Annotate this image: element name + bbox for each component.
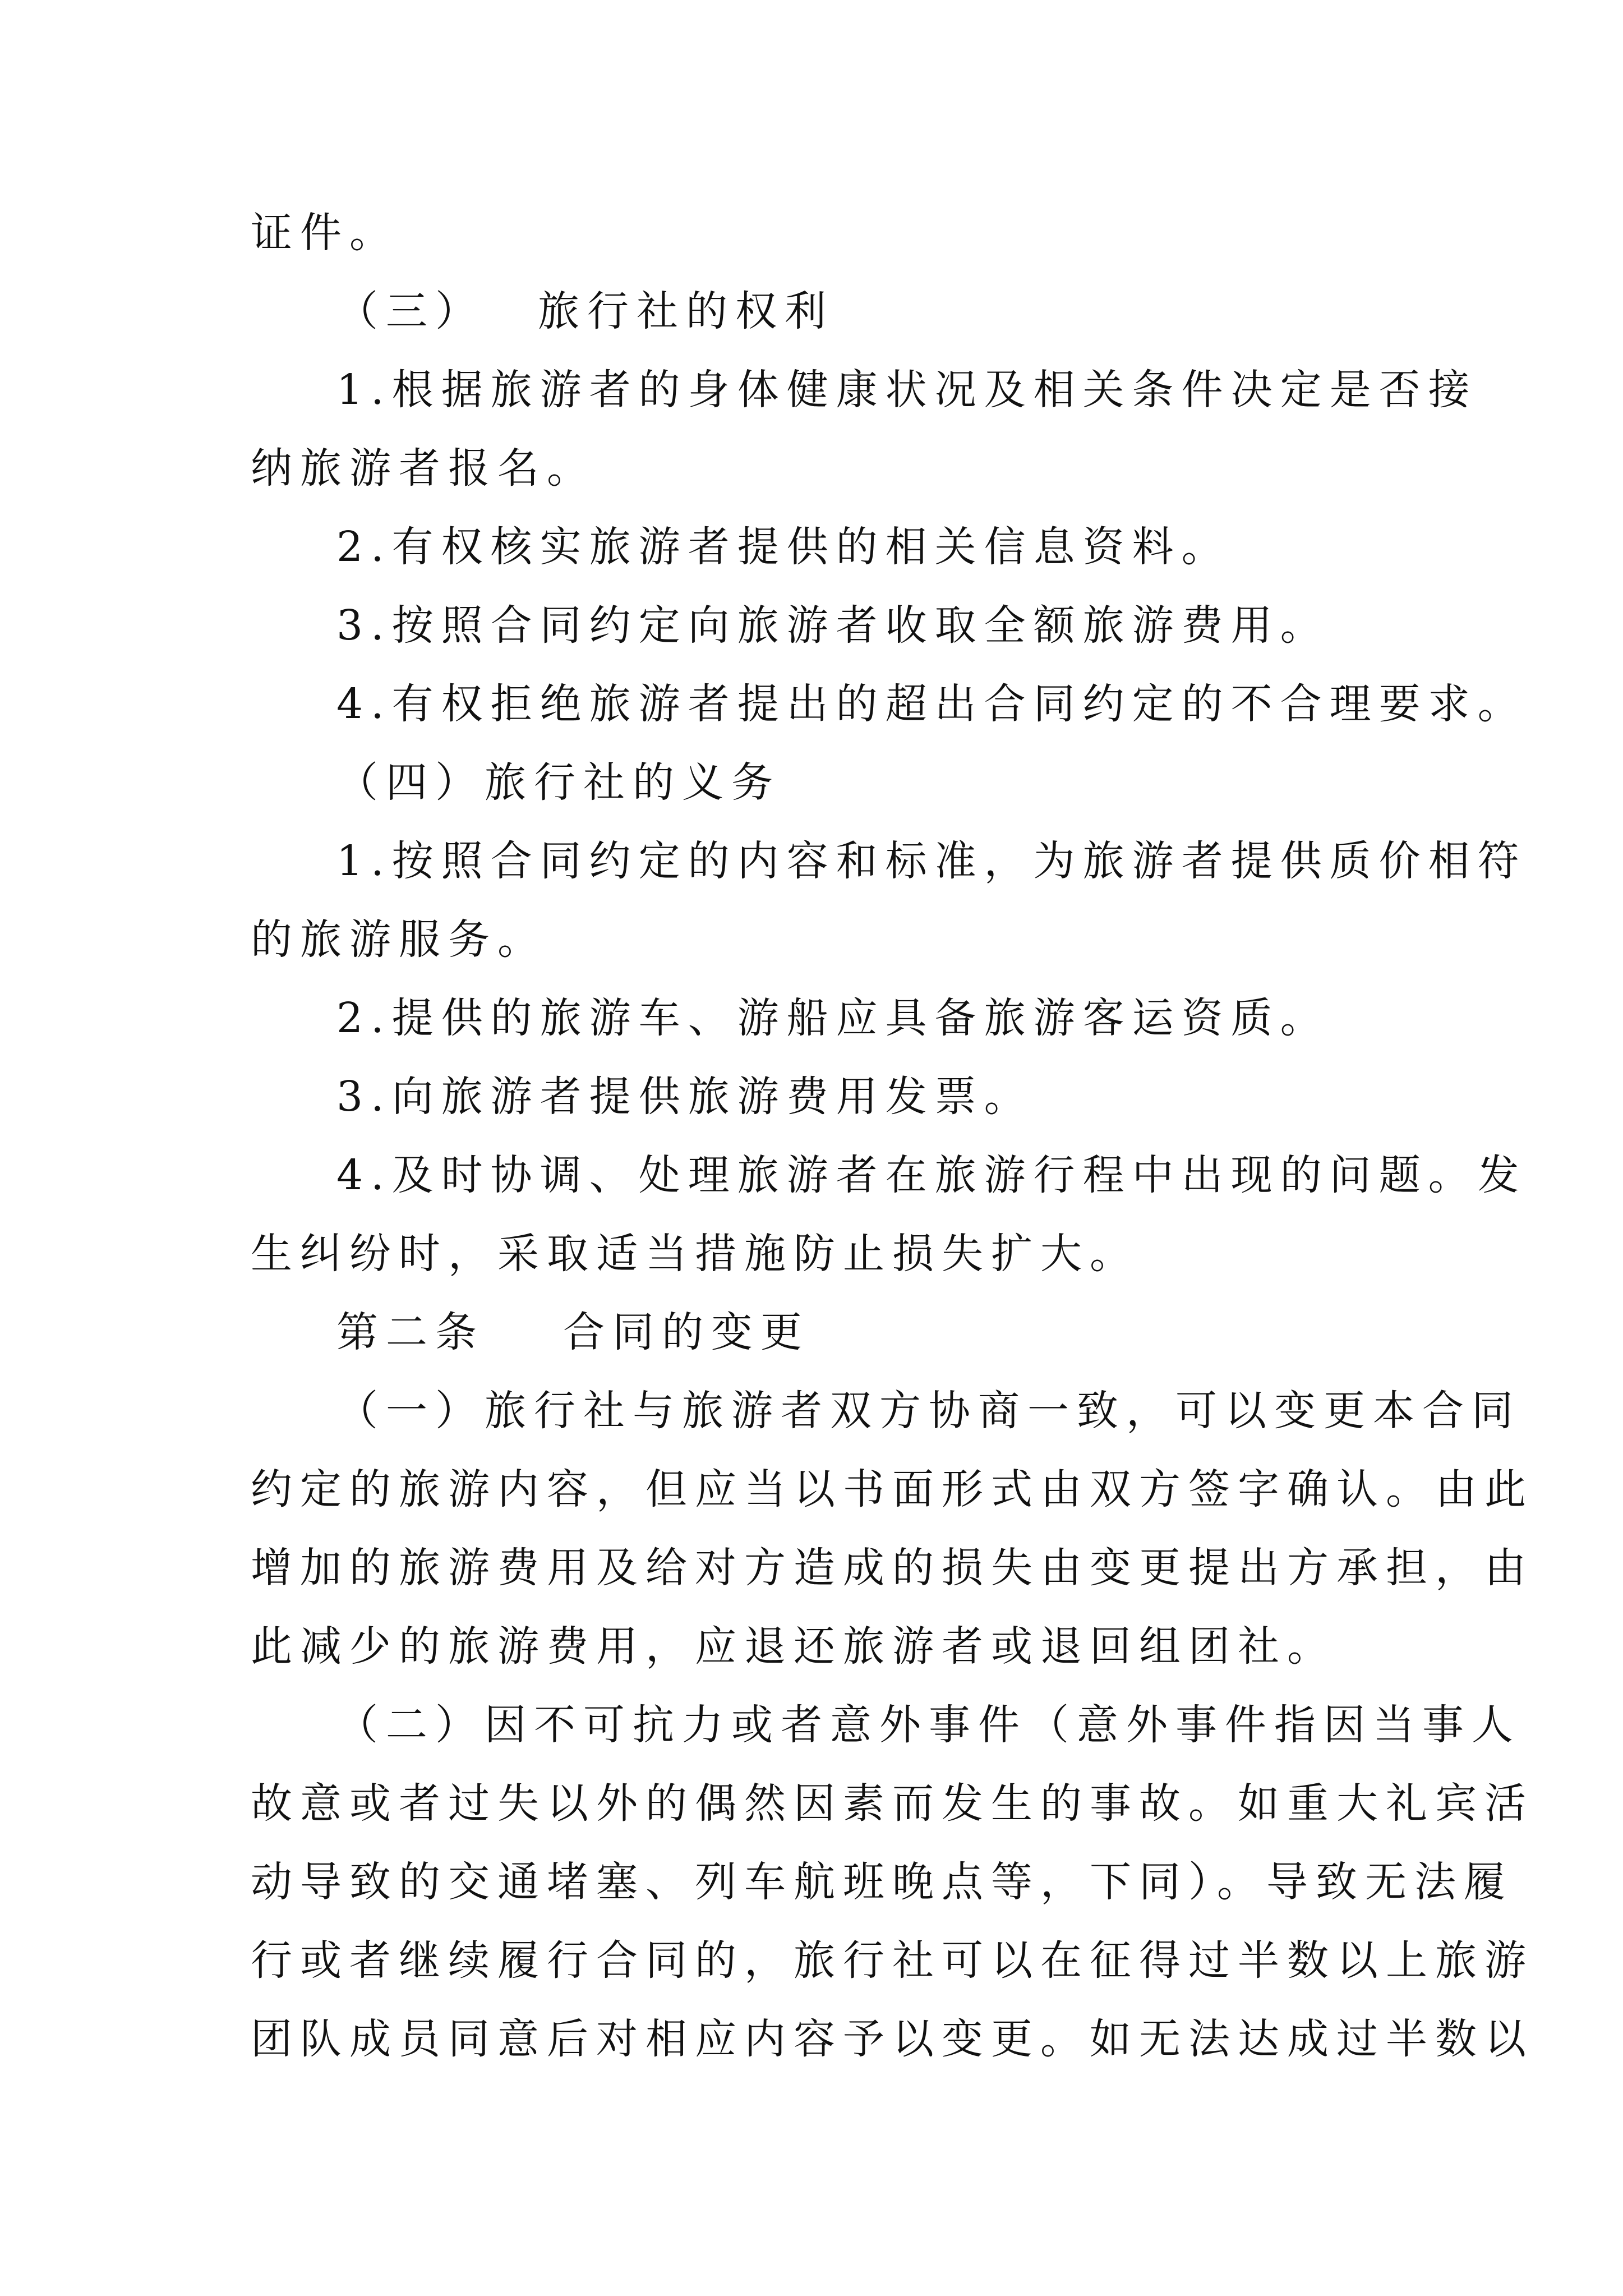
text-line: 3.按照合同约定向旅游者收取全额旅游费用。 xyxy=(336,601,1330,650)
article-number: 第二条 xyxy=(336,1308,485,1356)
section-title: 旅行社的权利 xyxy=(538,287,834,335)
text-line: 4.及时协调、处理旅游者在旅游行程中出现的问题。发 xyxy=(336,1151,1527,1199)
text-line: 1.根据旅游者的身体健康状况及相关条件决定是否接 xyxy=(336,366,1478,414)
section-heading xyxy=(336,283,834,339)
section-number: （三） xyxy=(336,287,485,335)
text-line: 行或者继续履行合同的，旅行社可以在征得过半数以上旅游 xyxy=(251,1936,1534,1985)
article-heading xyxy=(336,1304,810,1360)
text-line: 生纠纷时，采取适当措施防止损失扩大。 xyxy=(251,1230,1139,1278)
text-line: 2.提供的旅游车、游船应具备旅游客运资质。 xyxy=(336,994,1330,1042)
text-line: 1.按照合同约定的内容和标准，为旅游者提供质价相符 xyxy=(336,837,1527,885)
text-line: 故意或者过失以外的偶然因素而发生的事故。如重大礼宾活 xyxy=(251,1779,1534,1828)
section-heading: （四）旅行社的义务 xyxy=(336,758,781,807)
text-line: 纳旅游者报名。 xyxy=(251,444,596,493)
text-line: 此减少的旅游费用，应退还旅游者或退回组团社。 xyxy=(251,1622,1336,1671)
text-line: 动导致的交通堵塞、列车航班晚点等，下同）。导致无法履 xyxy=(251,1858,1513,1906)
text-line: 团队成员同意后对相应内容予以变更。如无法达成过半数以 xyxy=(251,2015,1534,2063)
text-line: 证件。 xyxy=(251,209,399,257)
text-line: （一）旅行社与旅游者双方协商一致，可以变更本合同 xyxy=(336,1387,1521,1435)
text-line: 3.向旅游者提供旅游费用发票。 xyxy=(336,1073,1034,1121)
text-line: 增加的旅游费用及给对方造成的损失由变更提出方承担，由 xyxy=(251,1544,1534,1592)
article-title: 合同的变更 xyxy=(563,1308,810,1356)
text-line: 4.有权拒绝旅游者提出的超出合同约定的不合理要求。 xyxy=(336,680,1527,728)
text-line: （二）因不可抗力或者意外事件（意外事件指因当事人 xyxy=(336,1701,1521,1749)
text-line: 2.有权核实旅游者提供的相关信息资料。 xyxy=(336,523,1231,571)
text-line: 的旅游服务。 xyxy=(251,915,547,964)
text-line: 约定的旅游内容，但应当以书面形式由双方签字确认。由此 xyxy=(251,1465,1534,1513)
